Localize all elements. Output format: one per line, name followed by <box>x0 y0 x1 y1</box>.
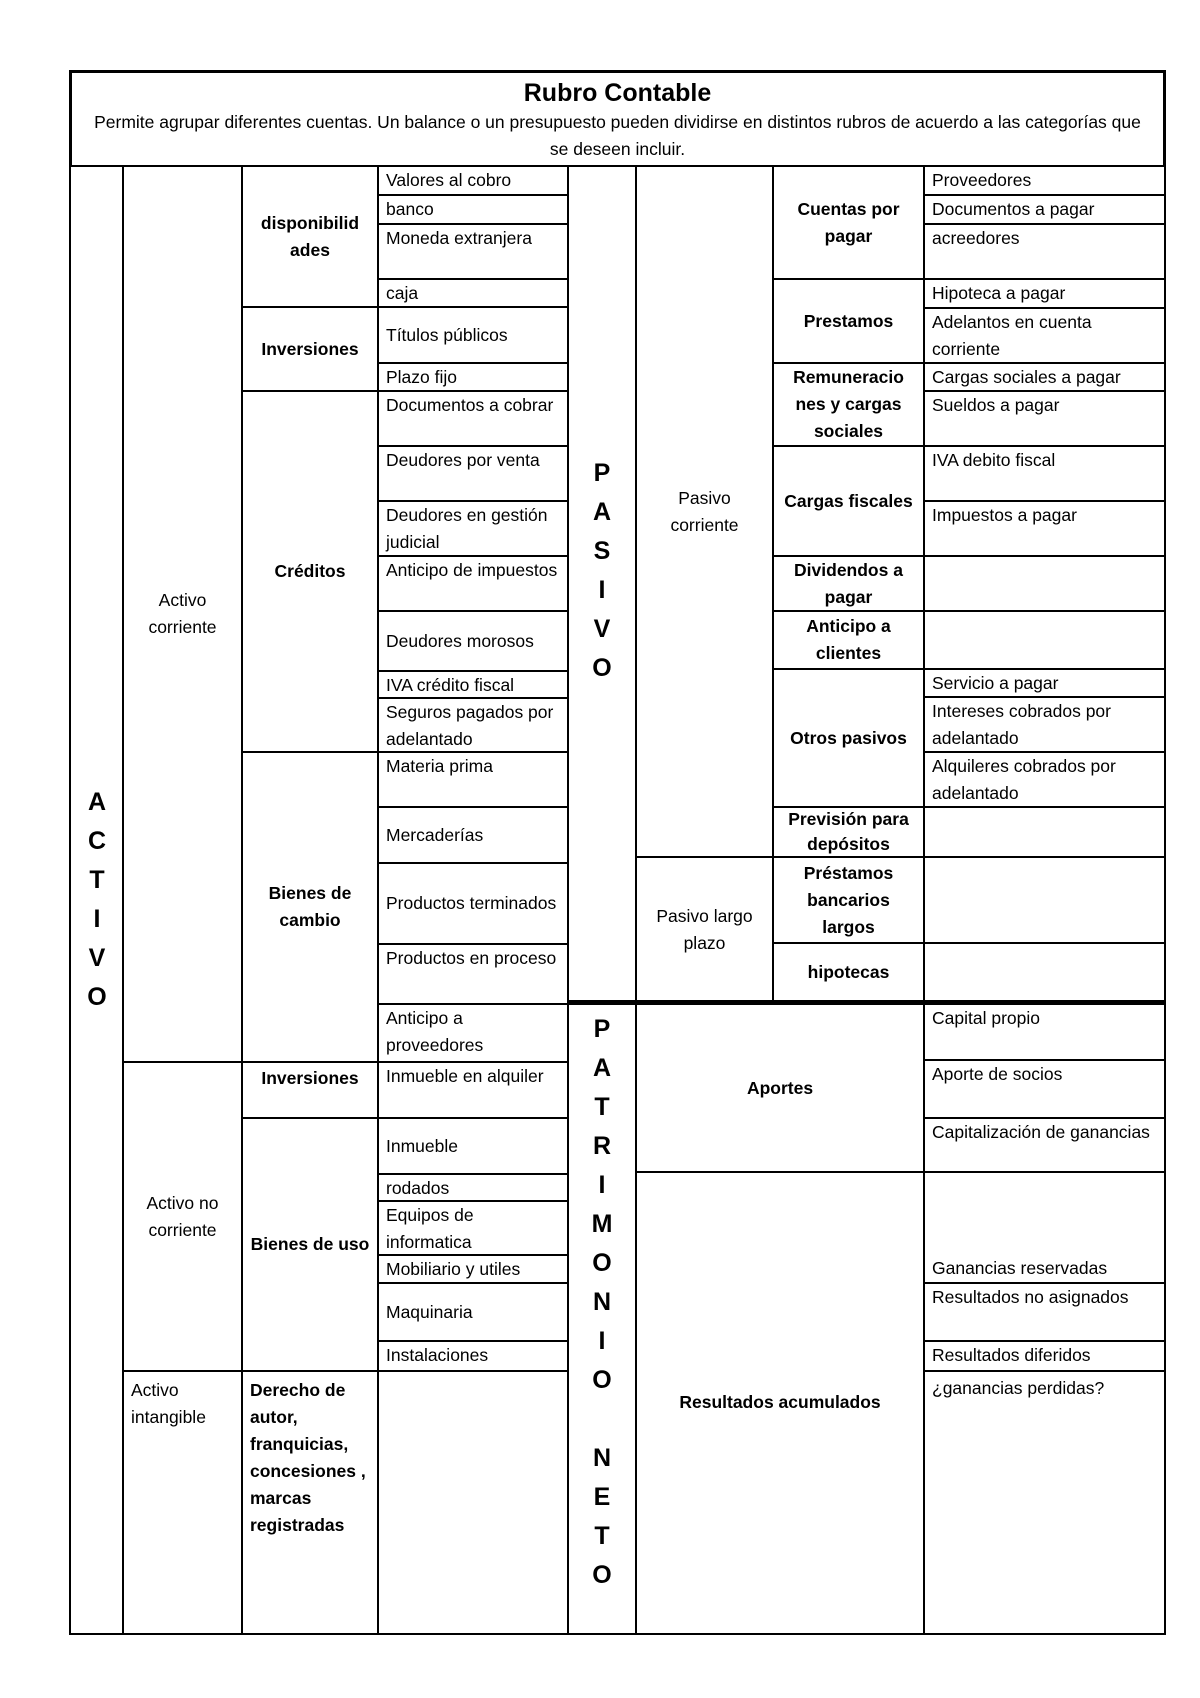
group-anticipo-clientes: Anticipo a clientes <box>772 610 925 670</box>
pasivo-label <box>567 165 637 1003</box>
account-item: Maquinaria <box>377 1282 569 1342</box>
pasivo-letter: P <box>593 459 611 487</box>
account-item: ¿ganancias perdidas? <box>923 1370 1165 1634</box>
account-item: Moneda extranjera <box>377 223 569 280</box>
account-item: Alquileres cobrados por adelantado <box>923 751 1165 808</box>
account-item: rodados <box>377 1173 569 1202</box>
group-bienes-de-cambio: Bienes de cambio <box>241 751 379 1063</box>
activo-letter: I <box>93 904 101 933</box>
account-item: Servicio a pagar <box>923 668 1165 698</box>
activo-label <box>70 165 124 1634</box>
account-item: Ganancias reservadas <box>923 1171 1165 1284</box>
group-cuentas-por-pagar: Cuentas por pagar <box>772 165 925 280</box>
account-item: Seguros pagados por adelantado <box>377 697 569 753</box>
activo-letter: A <box>87 787 107 816</box>
activo-letter: V <box>88 943 106 972</box>
group-cargas-fiscales: Cargas fiscales <box>772 445 925 557</box>
group-resultados-acumulados: Resultados acumulados <box>635 1171 925 1634</box>
empty-cell <box>923 610 1165 670</box>
patrimonio-letter: E <box>593 1483 611 1511</box>
account-item: Capitalización de ganancias <box>923 1117 1165 1173</box>
account-item: Productos terminados <box>377 862 569 945</box>
group-prestamos-bancarios: Préstamos bancarios largos <box>772 856 925 944</box>
account-item: Documentos a cobrar <box>377 390 569 447</box>
group-prevision: Previsión para depósitos <box>772 806 925 858</box>
group-otros-pasivos: Otros pasivos <box>772 668 925 808</box>
account-item: Intereses cobrados por adelantado <box>923 696 1165 753</box>
account-item: Inmueble <box>377 1117 569 1175</box>
account-item: Deudores por venta <box>377 445 569 502</box>
empty-cell <box>923 555 1165 612</box>
account-item: Adelantos en cuenta corriente <box>923 307 1165 364</box>
group-dividendos: Dividendos a pagar <box>772 555 925 612</box>
group-bienes-de-uso: Bienes de uso <box>241 1117 379 1372</box>
table-header <box>70 71 1165 167</box>
account-item: Mercaderías <box>377 806 569 864</box>
group-inversiones-no-corriente: Inversiones <box>241 1061 379 1119</box>
account-item: Mobiliario y utiles <box>377 1254 569 1284</box>
group-aportes: Aportes <box>635 1003 925 1173</box>
account-item: Instalaciones <box>377 1340 569 1372</box>
account-item: Equipos de informatica <box>377 1200 569 1256</box>
empty-cell <box>377 1370 569 1634</box>
account-item: Plazo fijo <box>377 362 569 392</box>
patrimonio-letter: I <box>598 1171 606 1199</box>
empty-cell <box>923 942 1165 1003</box>
account-item: Títulos públicos <box>377 306 569 364</box>
account-item: Capital propio <box>923 1003 1165 1061</box>
group-creditos: Créditos <box>241 390 379 753</box>
account-item: Sueldos a pagar <box>923 390 1165 447</box>
group-intangibles: Derecho de autor, franquicias, concesiones , marcas registradas <box>241 1370 379 1634</box>
group-disponibilidades: disponibilid ades <box>241 165 379 308</box>
account-item: acreedores <box>923 223 1165 280</box>
page-title: Rubro Contable <box>523 79 712 107</box>
pasivo-letter: A <box>592 498 612 526</box>
patrimonio-letter: O <box>592 1366 612 1394</box>
pasivo-letter: S <box>593 537 611 565</box>
patrimonio-letter: O <box>592 1249 612 1277</box>
account-item: Inmueble en alquiler <box>377 1061 569 1119</box>
group-prestamos: Prestamos <box>772 278 925 364</box>
patrimonio-letter: M <box>591 1210 613 1238</box>
patrimonio-letter: I <box>598 1327 606 1355</box>
account-item: caja <box>377 278 569 308</box>
pasivo-letter: O <box>592 654 612 682</box>
patrimonio-letter: A <box>592 1054 612 1082</box>
patrimonio-letter: N <box>592 1444 612 1472</box>
pasivo-corriente-label: Pasivo corriente <box>635 165 774 858</box>
account-item: Hipoteca a pagar <box>923 278 1165 309</box>
empty-cell <box>923 856 1165 944</box>
page-subtitle: Permite agrupar diferentes cuentas. Un balance o un presupuesto pueden dividirse en distintos rubros de acuerdo a las categorías que se deseen incluir. <box>94 112 1141 159</box>
activo-intangible-label: Activo intangible <box>122 1370 243 1634</box>
activo-letter: O <box>87 982 107 1011</box>
account-item: Resultados no asignados <box>923 1282 1165 1342</box>
account-item: Anticipo a proveedores <box>377 1003 569 1063</box>
account-item: IVA debito fiscal <box>923 445 1165 502</box>
pasivo-letter: V <box>593 615 611 643</box>
account-item: Proveedores <box>923 165 1165 196</box>
group-remuneraciones: Remuneracio nes y cargas sociales <box>772 362 925 447</box>
account-item: Resultados diferidos <box>923 1340 1165 1372</box>
account-item: IVA crédito fiscal <box>377 670 569 699</box>
account-item: Anticipo de impuestos <box>377 555 569 612</box>
patrimonio-letter: O <box>592 1561 612 1589</box>
account-item: banco <box>377 194 569 225</box>
patrimonio-letter: N <box>592 1288 612 1316</box>
account-item: Valores al cobro <box>377 165 569 196</box>
activo-no-corriente-label: Activo no corriente <box>122 1061 243 1372</box>
activo-letter: T <box>89 865 105 894</box>
group-hipotecas: hipotecas <box>772 942 925 1003</box>
pasivo-largo-plazo-label: Pasivo largo plazo <box>635 856 774 1003</box>
patrimonio-neto-label <box>567 1001 637 1634</box>
empty-cell <box>923 806 1165 858</box>
account-item: Impuestos a pagar <box>923 500 1165 557</box>
patrimonio-letter: T <box>594 1093 610 1121</box>
account-item: Deudores morosos <box>377 610 569 672</box>
activo-letter: C <box>87 826 107 855</box>
account-item: Materia prima <box>377 751 569 808</box>
account-item: Aporte de socios <box>923 1059 1165 1119</box>
group-inversiones-corriente: Inversiones <box>241 306 379 392</box>
patrimonio-letter: R <box>592 1132 612 1160</box>
account-item: Documentos a pagar <box>923 194 1165 225</box>
activo-corriente-label: Activo corriente <box>122 165 243 1063</box>
patrimonio-letter: T <box>594 1522 610 1550</box>
account-item: Cargas sociales a pagar <box>923 362 1165 392</box>
pasivo-letter: I <box>598 576 606 604</box>
account-item: Deudores en gestión judicial <box>377 500 569 557</box>
account-item: Productos en proceso <box>377 943 569 1005</box>
patrimonio-letter: P <box>593 1015 611 1043</box>
